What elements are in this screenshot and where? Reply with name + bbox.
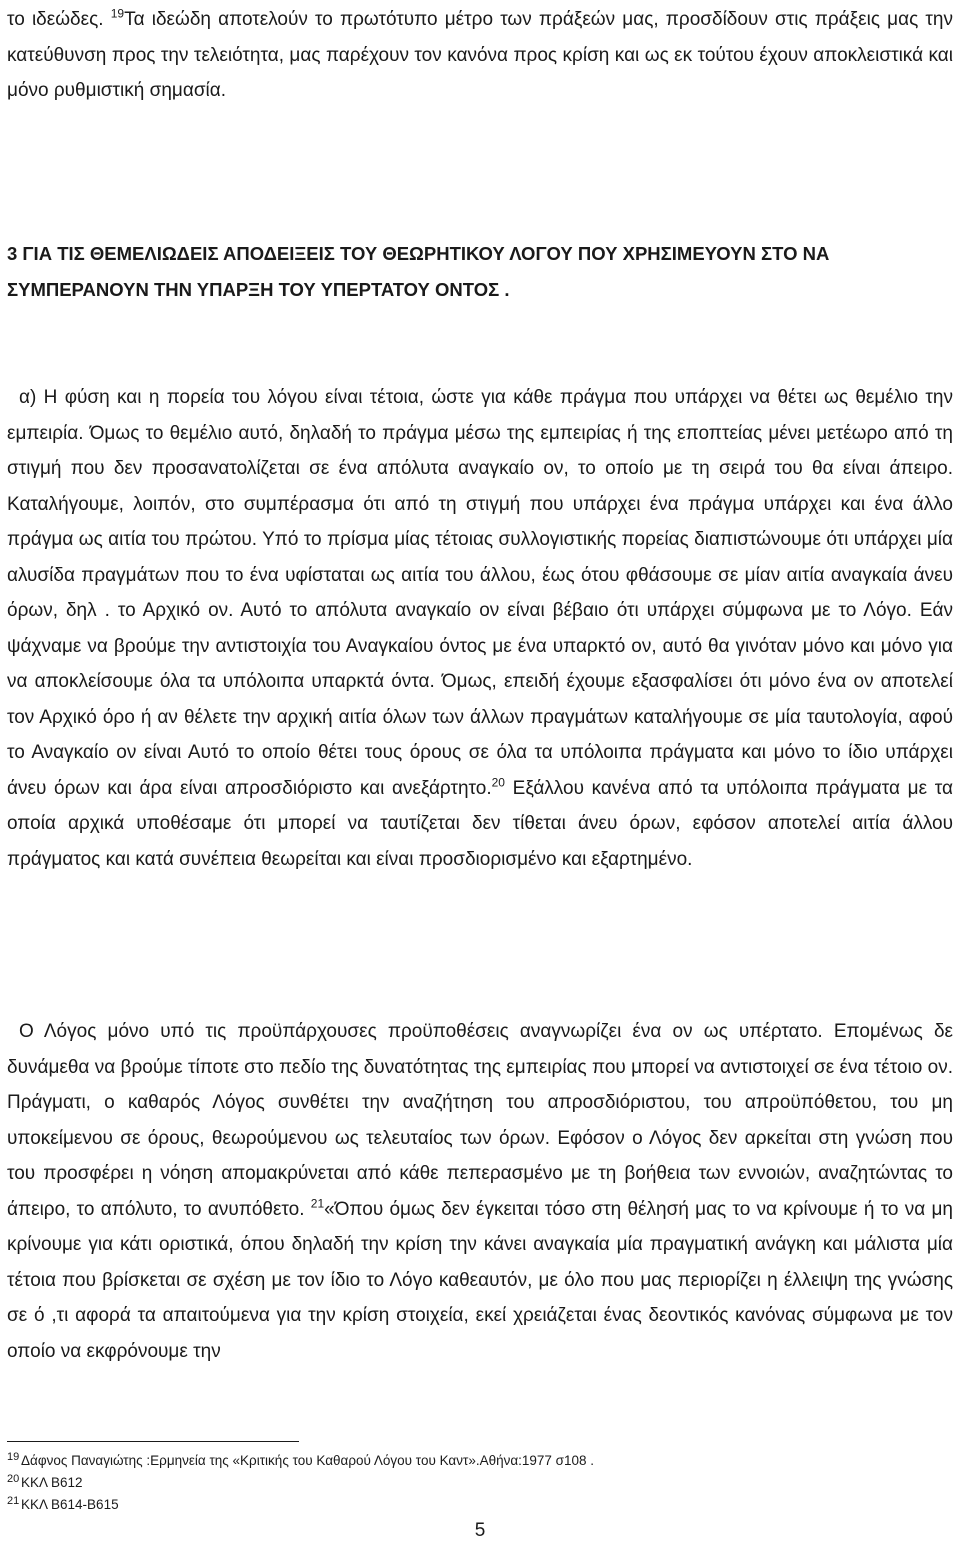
paragraph-lead: το ιδεώδες. — [7, 9, 104, 30]
footnote-ref-21[interactable]: 21 — [310, 1196, 325, 1211]
footnote-text: ΚΚΛ Β612 — [21, 1475, 83, 1490]
footnote-ref-19[interactable]: 19 — [110, 6, 125, 21]
paragraph-text: Τα ιδεώδη αποτελούν το πρωτότυπο μέτρο των πράξεών μας, προσδίδουν στις πράξεις μας την κατεύθυνση προς την τελειότητα, μας παρέχουν τον κανόνα προς κρίση και ως εκ τούτου έχουν αποκλειστικά και μόνο ρυθμιστική σημασία. — [7, 9, 953, 101]
footnote-20: 20 ΚΚΛ Β612 — [7, 1472, 83, 1490]
footnote-19: 19 Δάφνος Παναγιώτης :Ερμηνεία της «Κριτικής του Καθαρού Λόγου του Καντ».Αθήνα:1977 σ108 . — [7, 1450, 595, 1468]
section-heading: 3 ΓΙΑ ΤΙΣ ΘΕΜΕΛΙΩΔΕΙΣ ΑΠΟΔΕΙΞΕΙΣ ΤΟΥ ΘΕΩΡΗΤΙΚΟΥ ΛΟΓΟΥ ΠΟΥ ΧΡΗΣΙΜΕΥΟΥΝ ΣΤΟ ΝΑ ΣΥΜΠΕΡΑΝΟΥΝ ΤΗΝ ΥΠΑΡΞΗ ΤΟΥ ΥΠΕΡΤΑΤΟΥ ΟΝΤΟΣ . — [7, 243, 830, 300]
footnotes — [7, 1450, 953, 1516]
footnote-divider — [7, 1441, 299, 1442]
footnote-text: Δάφνος Παναγιώτης :Ερμηνεία της «Κριτικής του Καθαρού Λόγου του Καντ».Αθήνα:1977 σ108 . — [21, 1453, 595, 1468]
footnote-21: 21 ΚΚΛ Β614-Β615 — [7, 1494, 119, 1512]
paragraph-ideals — [7, 2, 953, 109]
paragraph-text-b: «Όπου όμως δεν έγκειται τόσο στη θέλησή μας το να κρίνουμε ή το να μη κρίνουμε για κάτι οριστικά, όπου δηλαδή την κρίση την κάνει αναγκαία μία πραγματική ανάγκη και μάλιστα μία τέτοια που βρίσκεται σε σχέση με τον ίδιο το Λόγο καθεαυτόν, με όλο που μας περιορίζει η έλλειψη της γνώσης σε ό ,τι αφορά τα απαιτούμενα για την κρίση στοιχεία, εκεί χρειάζεται ένας δεοντικός κανόνας σύμφωνα με τον οποίο να εκφρόνουμε την — [7, 1198, 953, 1362]
paragraph-nature-of-reason — [7, 380, 953, 877]
paragraph-text-b: Εξάλλου κανένα από τα υπόλοιπα πράγματα με τα οποία αρχικά υποθέσαμε ότι μπορεί να ταυτίζεται δεν τίθεται άνευ όρων, εφόσον αποτελεί αιτία άλλου πράγματος και κατά συνέπεια θεωρείται και είναι προσδιορισμένο και εξαρτημένο. — [7, 777, 953, 870]
page-number: 5 — [474, 1520, 486, 1541]
footnote-ref-20[interactable]: 20 — [491, 775, 505, 790]
paragraph-text-a: α) Η φύση και η πορεία του λόγου είναι τέτοια, ώστε για κάθε πράγμα που υπάρχει να θέτει ως θεμέλιο την εμπειρία. Όμως το θεμέλιο αυτό, δηλαδή το πράγμα μέσω της εμπειρίας ή της εποπτείας μένει μετέωρο από τη στιγμή που δεν προσανατολίζεται σε ένα απόλυτα αναγκαίο ον, το οποίο με τη σειρά του θα είναι άπειρο. Καταλήγουμε, λοιπόν, στο συμπέρασμα ότι από τη στιγμή που υπάρχει ένα πράγμα υπάρχει και ένα άλλο πράγμα ως αιτία του πρώτου. Υπό το πρίσμα μίας τέτοιας συλλογιστικής πορείας διαπιστώνουμε ότι υπάρχει μία αλυσίδα πραγμάτων που το ένα υφίσταται ως αιτία του άλλου, έως ότου φθάσουμε σε μίαν αιτία αναγκαία άνευ όρων, δηλ . το Αρχικό ον. Αυτό το απόλυτα αναγκαίο ον είναι βέβαιο ότι υπάρχει σύμφωνα με το Λόγο. Εάν ψάχναμε να βρούμε την αντιστοιχία του Αναγκαίου όντος με ένα υπαρκτό ον, αυτό θα γινόταν μόνο και μόνο για να αποκλείσουμε όλα τα υπόλοιπα υπαρκτά όντα. Όμως, επειδή έχουμε εξασφαλίσει ότι μόνο ένα ον αποτελεί τον Αρχικό όρο ή αν θέλετε την αρχική αιτία όλων των άλλων πραγμάτων καταλήγουμε σε μία ταυτολογία, αφού το Αναγκαίο ον είναι Αυτό το οποίο θέτει τους όρους σε όλα τα υπόλοιπα πράγματα και μόνο το ίδιο υπάρχει άνευ όρων και άρα είναι απροσδιόριστο και ανεξάρτητο. — [7, 387, 953, 799]
paragraph-text-a: Ο Λόγος μόνο υπό τις προϋπάρχουσες προϋποθέσεις αναγνωρίζει ένα ον ως υπέρτατο. Επομένως δε δυνάμεθα να βρούμε τίποτε στο πεδίο της δυνατότητας της εμπειρίας που μπορεί να αντιστοιχεί σε ένα τέτοιο ον. Πράγματι, ο καθαρός Λόγος συνθέτει την αναζήτηση του απροσδιόριστου, του απροϋπόθετου, του μη υποκείμενου σε όρους, θεωρούμενου ως τελευταίος των όρων. Εφόσον ο Λόγος δεν αρκείται στη γνώση που του προσφέρει η νόηση απομακρύνεται από κάθε πεπερασμένο με τη βοήθεια των εννοιών, αναζητώντας το άπειρο, το απόλυτο, το ανυπόθετο. — [7, 1021, 953, 1220]
footnote-text: ΚΚΛ Β614-Β615 — [21, 1497, 119, 1512]
paragraph-reason-supreme-being — [7, 1014, 953, 1369]
